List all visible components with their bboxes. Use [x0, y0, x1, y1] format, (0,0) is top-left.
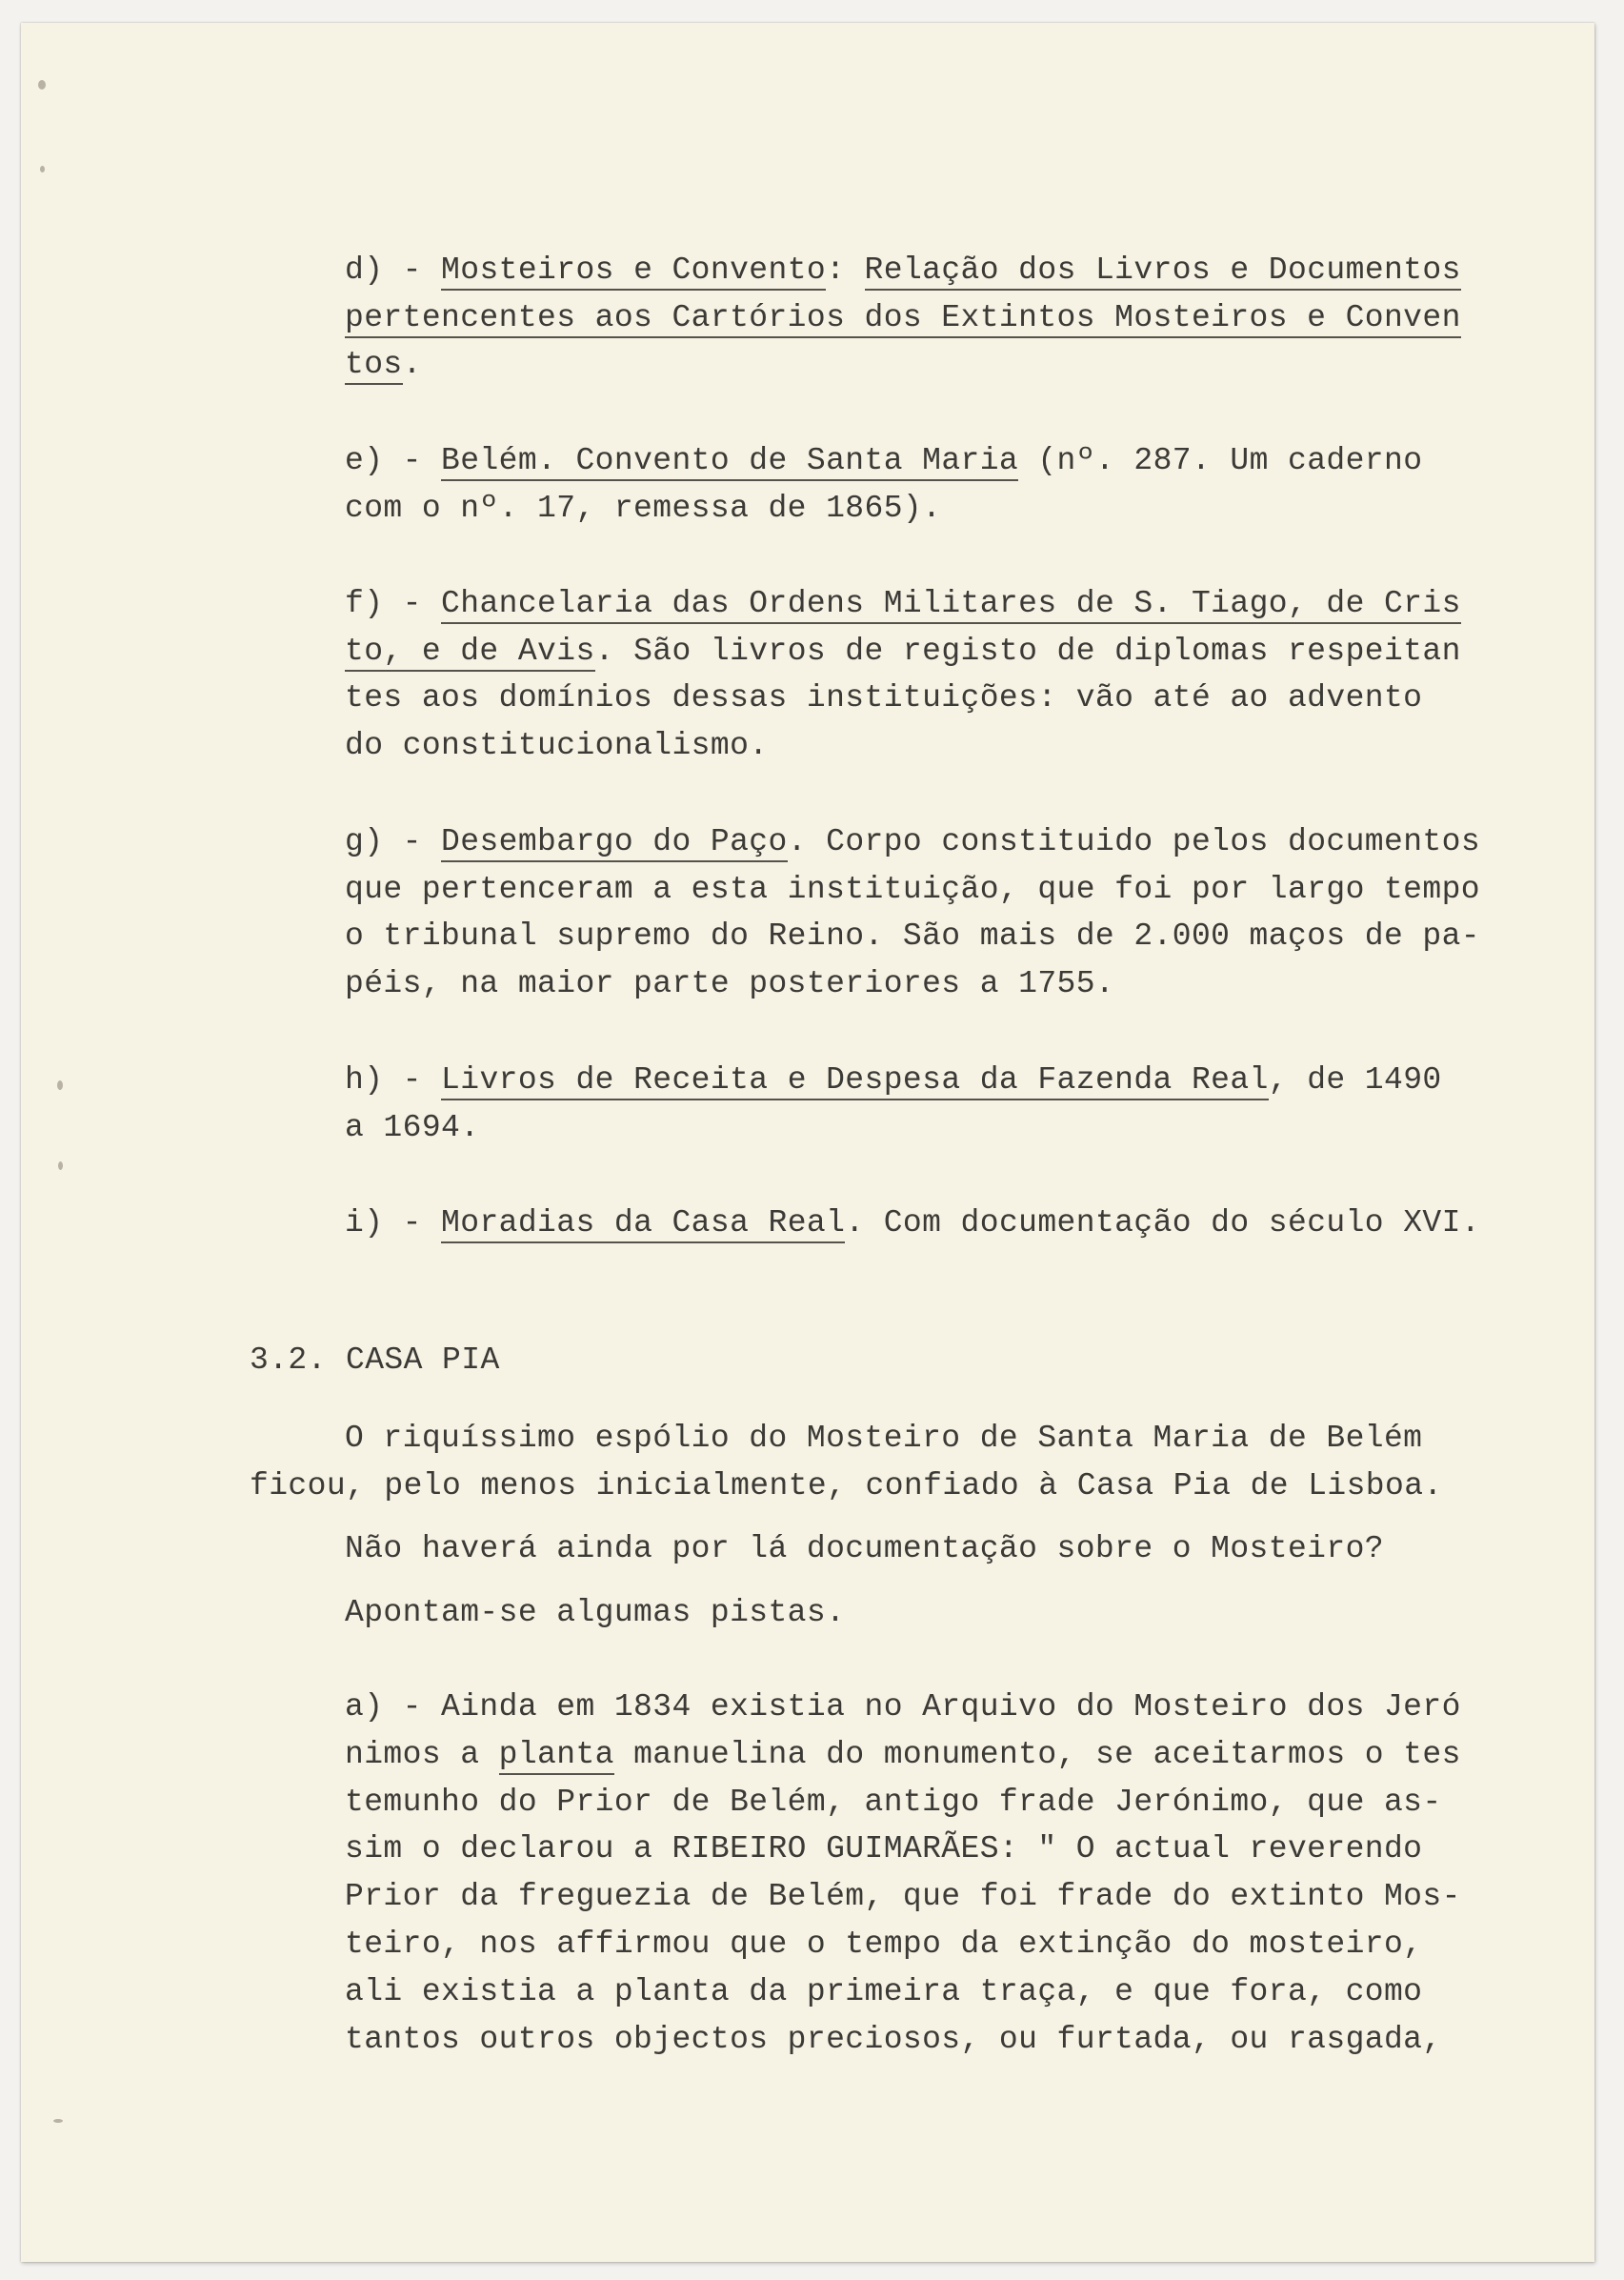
text-run: . Corpo constituido pelos documentos: [787, 824, 1481, 859]
punch-mark: [38, 80, 46, 90]
entry-a-line: [345, 1736, 1461, 1774]
item-marker: f) -: [345, 586, 442, 621]
entry-e-line: [345, 490, 941, 528]
text-run: tantos outros objectos preciosos, ou furtada, ou rasgada,: [345, 2021, 1442, 2057]
text-run: tes aos domínios dessas instituições: vão até ao advento: [345, 680, 1423, 716]
text-run: .: [402, 347, 422, 382]
punch-mark: [53, 2119, 63, 2123]
paper-sheet: [21, 23, 1594, 2262]
text-run: péis, na maior parte posteriores a 1755.: [345, 965, 1115, 1001]
entry-d-line: [345, 252, 1461, 290]
paragraph-line: Não haverá ainda por lá documentação sobre o Mosteiro?: [345, 1531, 1384, 1566]
entry-h-line: [345, 1061, 1442, 1100]
section-heading: 3.2. CASA PIA: [250, 1342, 500, 1378]
item-marker: h) -: [345, 1062, 442, 1098]
entry-g-line: [345, 871, 1480, 909]
punch-mark: [57, 1080, 63, 1090]
text-run: (nº. 287. Um caderno: [1018, 443, 1423, 478]
underlined-text: Chancelaria das Ordens Militares de S. Tiago, de Cris: [441, 586, 1461, 624]
item-marker: g) -: [345, 824, 442, 859]
text-run: ali existia a planta da primeira traça, e que fora, como: [345, 1973, 1423, 2009]
punch-mark: [58, 1161, 63, 1170]
entry-g-line: [345, 918, 1480, 956]
paragraph-line: ficou, pelo menos inicialmente, confiado à Casa Pia de Lisboa.: [250, 1468, 1443, 1503]
underlined-text: Livros de Receita e Despesa da Fazenda Real: [441, 1062, 1269, 1100]
underlined-text: pertencentes aos Cartórios dos Extintos Mosteiros e Conven: [345, 300, 1461, 338]
text-run: a) - Ainda em 1834 existia no Arquivo do Mosteiro dos Jeró: [345, 1689, 1461, 1725]
entry-a-line: [345, 2021, 1442, 2059]
entry-i-line: [345, 1204, 1480, 1242]
entry-f-line: [345, 585, 1461, 623]
text-run: manuelina do monumento, se aceitarmos o tes: [613, 1736, 1461, 1772]
underlined-text: to, e de Avis: [345, 634, 595, 672]
underlined-text: Desembargo do Paço: [441, 824, 788, 862]
text-run: teiro, nos affirmou que o tempo da extinção do mosteiro,: [345, 1927, 1423, 1962]
entry-d-line: [345, 346, 422, 384]
punch-mark: [40, 166, 45, 172]
text-run: do constitucionalismo.: [345, 727, 769, 763]
entry-a-line: [345, 1784, 1442, 1822]
text-run: que pertenceram a esta instituição, que foi por largo tempo: [345, 871, 1480, 907]
paragraph-line: Apontam-se algumas pistas.: [345, 1595, 846, 1630]
paragraph-line: O riquíssimo espólio do Mosteiro de Santa Maria de Belém: [345, 1421, 1423, 1456]
underlined-text: Mosteiros e Convento: [441, 252, 826, 291]
text-run: com o nº. 17, remessa de 1865).: [345, 490, 942, 526]
text-run: , de 1490: [1268, 1062, 1442, 1098]
item-marker: e) -: [345, 443, 442, 478]
text-run: sim o declarou a RIBEIRO GUIMARÃES: " O actual reverendo: [345, 1831, 1423, 1867]
item-marker: i) -: [345, 1205, 442, 1241]
entry-f-line: [345, 633, 1461, 671]
entry-a-line: [345, 1973, 1422, 2011]
underlined-text: Relação dos Livros e Documentos: [865, 252, 1461, 291]
entry-g-line: [345, 965, 1114, 1003]
entry-f-line: [345, 727, 768, 765]
text-run: . Com documentação do século XVI.: [845, 1205, 1481, 1241]
entry-e-line: [345, 442, 1422, 480]
item-marker: d) -: [345, 252, 442, 288]
underlined-text: planta: [499, 1737, 614, 1775]
entry-a-line: [345, 1830, 1422, 1868]
entry-a-line: [345, 1688, 1461, 1726]
underlined-text: tos: [345, 347, 403, 385]
text-run: :: [826, 252, 865, 288]
underlined-text: Moradias da Casa Real: [441, 1205, 845, 1243]
text-run: nimos a: [345, 1736, 499, 1772]
text-run: Prior da freguezia de Belém, que foi frade do extinto Mos-: [345, 1879, 1461, 1915]
entry-g-line: [345, 823, 1480, 861]
entry-d-line: [345, 299, 1461, 337]
text-run: . São livros de registo de diplomas respeitan: [594, 633, 1461, 669]
underlined-text: Belém. Convento de Santa Maria: [441, 443, 1018, 481]
entry-f-line: [345, 679, 1422, 717]
entry-a-line: [345, 1878, 1461, 1916]
text-run: a 1694.: [345, 1109, 480, 1145]
text-run: o tribunal supremo do Reino. São mais de 2.000 maços de pa-: [345, 918, 1480, 954]
entry-h-line: [345, 1109, 479, 1147]
entry-a-line: [345, 1926, 1422, 1964]
text-run: temunho do Prior de Belém, antigo frade Jerónimo, que as-: [345, 1784, 1442, 1820]
